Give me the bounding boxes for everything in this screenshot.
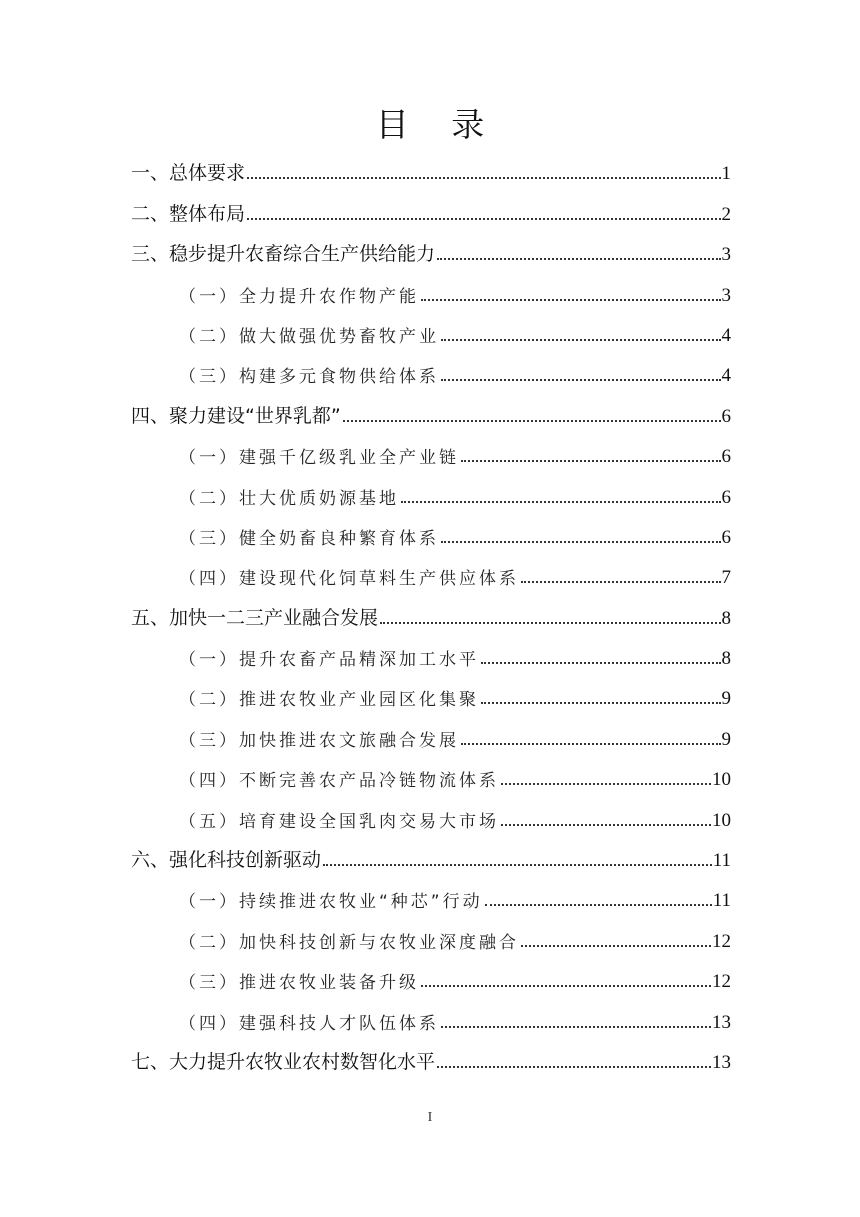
toc-entry-page-number: 12 <box>712 930 731 952</box>
toc-entry-label: （五）培育建设全国乳肉交易大市场 <box>179 811 499 832</box>
toc-dot-leader <box>461 460 721 462</box>
toc-dot-leader <box>481 702 721 704</box>
page-number: I <box>427 1110 433 1125</box>
toc-subsection-entry[interactable] <box>131 433 731 473</box>
toc-entry-label: （四）建设现代化饲草料生产供应体系 <box>179 569 519 590</box>
toc-section-entry[interactable] <box>131 392 731 432</box>
toc-section-entry[interactable] <box>131 837 731 877</box>
toc-entry-page-number: 10 <box>712 809 731 831</box>
toc-entry-label: 六、强化科技创新驱动 <box>131 849 322 872</box>
toc-entry-page-number: 11 <box>712 850 731 872</box>
toc-entry-page-number: 8 <box>721 648 731 670</box>
toc-entry-page-number: 7 <box>721 567 731 589</box>
toc-dot-leader <box>441 339 721 341</box>
toc-entry-label: 一、总体要求 <box>131 162 246 185</box>
toc-entry-page-number: 1 <box>721 163 731 185</box>
toc-subsection-entry[interactable] <box>131 715 731 755</box>
toc-subsection-entry[interactable] <box>131 796 731 836</box>
toc-section-entry[interactable] <box>131 231 731 271</box>
toc-section-entry[interactable] <box>131 150 731 190</box>
toc-entry-label: （一）建强千亿级乳业全产业链 <box>179 448 459 469</box>
toc-dot-leader <box>441 379 721 381</box>
toc-entry-label: 五、加快一二三产业融合发展 <box>131 606 379 629</box>
toc-subsection-entry[interactable] <box>131 877 731 917</box>
toc-entry-page-number: 9 <box>721 688 731 710</box>
toc-entry-label: 二、整体布局 <box>131 202 246 225</box>
toc-entry-label: （三）推进农牧业装备升级 <box>179 973 419 994</box>
toc-entry-page-number: 3 <box>721 244 731 266</box>
toc-dot-leader <box>247 177 720 179</box>
toc-dot-leader <box>343 420 721 422</box>
toc-entry-page-number: 2 <box>721 203 731 225</box>
toc-subsection-entry[interactable] <box>131 675 731 715</box>
toc-section-entry[interactable] <box>131 190 731 230</box>
toc-entry-page-number: 6 <box>721 486 731 508</box>
toc-dot-leader <box>441 1026 711 1028</box>
toc-dot-leader <box>521 581 721 583</box>
toc-entry-page-number: 4 <box>721 324 731 346</box>
toc-subsection-entry[interactable] <box>131 917 731 957</box>
toc-entry-label: （二）做大做强优势畜牧产业 <box>179 326 439 347</box>
toc-dot-leader <box>521 945 711 947</box>
toc-entry-label: （四）不断完善农产品冷链物流体系 <box>179 771 499 792</box>
toc-dot-leader <box>380 622 720 624</box>
toc-entry-page-number: 13 <box>712 1051 731 1073</box>
toc-dot-leader <box>437 1066 711 1068</box>
toc-section-entry[interactable] <box>131 594 731 634</box>
toc-subsection-entry[interactable] <box>131 554 731 594</box>
toc-entry-label: （三）构建多元食物供给体系 <box>179 367 439 388</box>
toc-dot-leader <box>247 218 720 220</box>
toc-entry-page-number: 13 <box>712 1011 731 1033</box>
toc-dot-leader <box>323 864 712 866</box>
toc-dot-leader <box>485 904 712 906</box>
toc-entry-page-number: 11 <box>712 890 731 912</box>
table-of-contents <box>131 150 731 1079</box>
toc-entry-label: 四、聚力建设“世界乳都” <box>131 404 341 427</box>
toc-entry-label: （三）健全奶畜良种繁育体系 <box>179 528 439 549</box>
toc-entry-page-number: 6 <box>721 405 731 427</box>
toc-dot-leader <box>501 783 711 785</box>
toc-subsection-entry[interactable] <box>131 756 731 796</box>
toc-entry-page-number: 12 <box>712 971 731 993</box>
toc-dot-leader <box>461 743 721 745</box>
toc-entry-label: （一）提升农畜产品精深加工水平 <box>179 650 479 671</box>
toc-dot-leader <box>421 299 721 301</box>
toc-entry-label: （二）壮大优质奶源基地 <box>179 488 399 509</box>
toc-entry-page-number: 8 <box>721 607 731 629</box>
toc-dot-leader <box>481 662 721 664</box>
toc-entry-label: （三）加快推进农文旅融合发展 <box>179 730 459 751</box>
toc-entry-label: （一）全力提升农作物产能 <box>179 286 419 307</box>
toc-entry-page-number: 3 <box>721 284 731 306</box>
toc-entry-label: 三、稳步提升农畜综合生产供给能力 <box>131 243 436 266</box>
toc-entry-label: （二）加快科技创新与农牧业深度融合 <box>179 932 519 953</box>
toc-subsection-entry[interactable] <box>131 473 731 513</box>
toc-subsection-entry[interactable] <box>131 312 731 352</box>
toc-subsection-entry[interactable] <box>131 352 731 392</box>
toc-dot-leader <box>437 258 720 260</box>
toc-subsection-entry[interactable] <box>131 271 731 311</box>
toc-entry-page-number: 6 <box>721 526 731 548</box>
toc-dot-leader <box>441 541 721 543</box>
toc-entry-label: （一）持续推进农牧业“种芯”行动 <box>179 892 483 913</box>
toc-subsection-entry[interactable] <box>131 998 731 1038</box>
page-title: 目 录 <box>375 105 501 144</box>
toc-entry-page-number: 4 <box>721 365 731 387</box>
toc-entry-label: 七、大力提升农牧业农村数智化水平 <box>131 1050 436 1073</box>
toc-dot-leader <box>421 985 711 987</box>
toc-entry-label: （四）建强科技人才队伍体系 <box>179 1013 439 1034</box>
toc-subsection-entry[interactable] <box>131 958 731 998</box>
toc-entry-page-number: 10 <box>712 769 731 791</box>
toc-dot-leader <box>501 824 711 826</box>
toc-subsection-entry[interactable] <box>131 514 731 554</box>
toc-entry-page-number: 6 <box>721 446 731 468</box>
toc-entry-page-number: 9 <box>721 728 731 750</box>
toc-entry-label: （二）推进农牧业产业园区化集聚 <box>179 690 479 711</box>
toc-subsection-entry[interactable] <box>131 635 731 675</box>
toc-dot-leader <box>401 501 721 503</box>
toc-section-entry[interactable] <box>131 1039 731 1079</box>
